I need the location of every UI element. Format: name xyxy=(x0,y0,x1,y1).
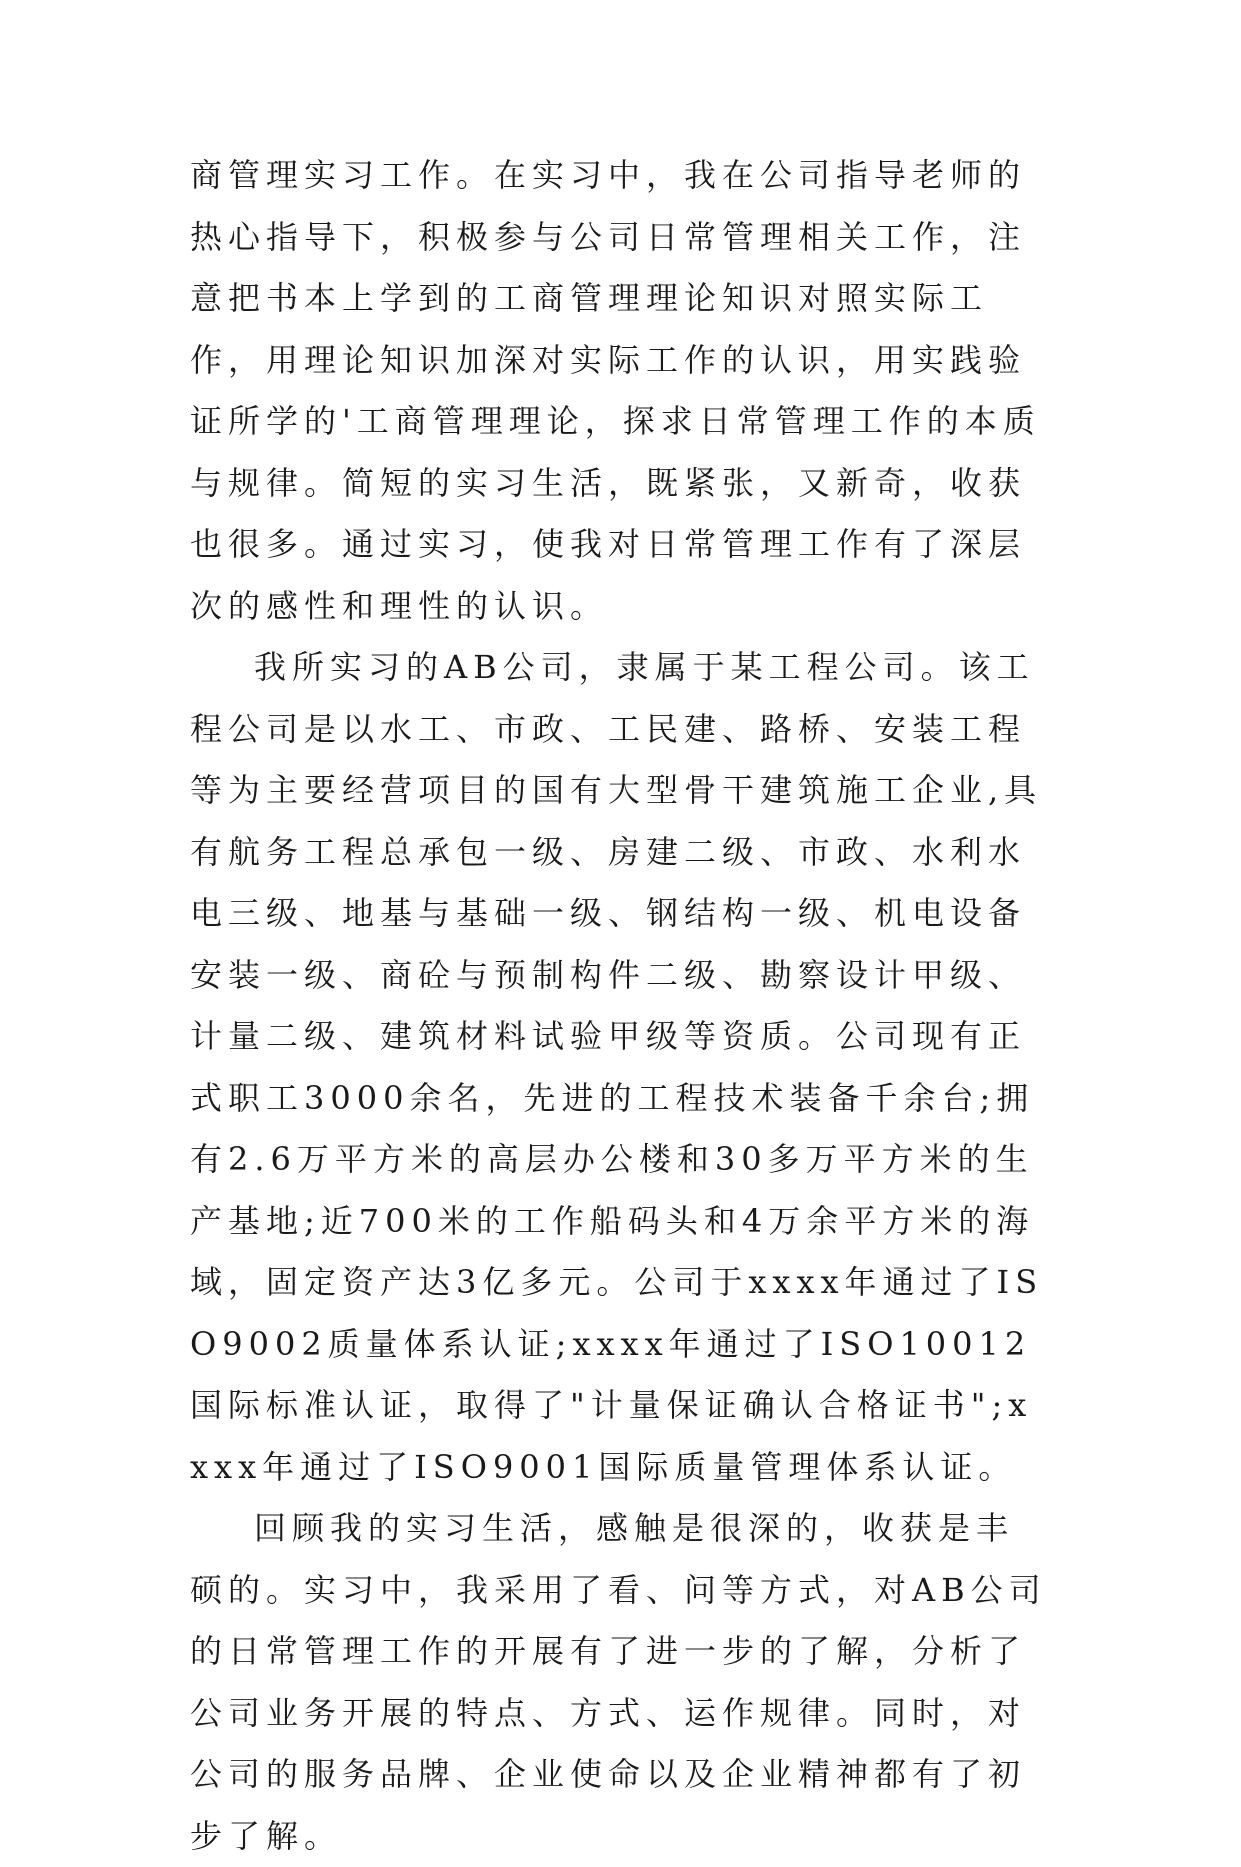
paragraph-reflection: 回顾我的实习生活，感触是很深的，收获是丰硕的。实习中，我采用了看、问等方式，对AB公司的日常管理工作的开展有了进一步的了解，分析了公司业务开展的特点、方式、运作规律。同时，对公司的服务品牌、企业使命以及企业精神都有了初步了解。 xyxy=(190,1509,1047,1855)
paragraph-company-profile: 我所实习的AB公司，隶属于某工程公司。该工程公司是以水工、市政、工民建、路桥、安装工程等为主要经营项目的国有大型骨干建筑施工企业,具有航务工程总承包一级、房建二级、市政、水利水电三级、地基与基础一级、钢结构一级、机电设备安装一级、商砼与预制构件二级、勘察设计甲级、计量二级、建筑材料试验甲级等资质。公司现有正式职工3000余名，先进的工程技术装备千余台;拥有2.6万平方米的高层办公楼和30多万平方米的生产基地;近700米的工作船码头和4万余平方米的海域，固定资产达3亿多元。公司于xxxx年通过了ISO9002质量体系认证;xxxx年通过了ISO10012国际标准认证，取得了"计量保证确认合格证书";xxxx年通过了ISO9001国际质量管理体系认证。 xyxy=(190,648,1044,1486)
document-body xyxy=(190,145,1050,1867)
paragraph-continued: 商管理实习工作。在实习中，我在公司指导老师的热心指导下，积极参与公司日常管理相关工作，注意把书本上学到的工商管理理论知识对照实际工作，用理论知识加深对实际工作的认识，用实践验证所学的'工商管理理论，探求日常管理工作的本质与规律。简短的实习生活，既紧张，又新奇，收获也很多。通过实习，使我对日常管理工作有了深层次的感性和理性的认识。 xyxy=(190,156,1041,625)
